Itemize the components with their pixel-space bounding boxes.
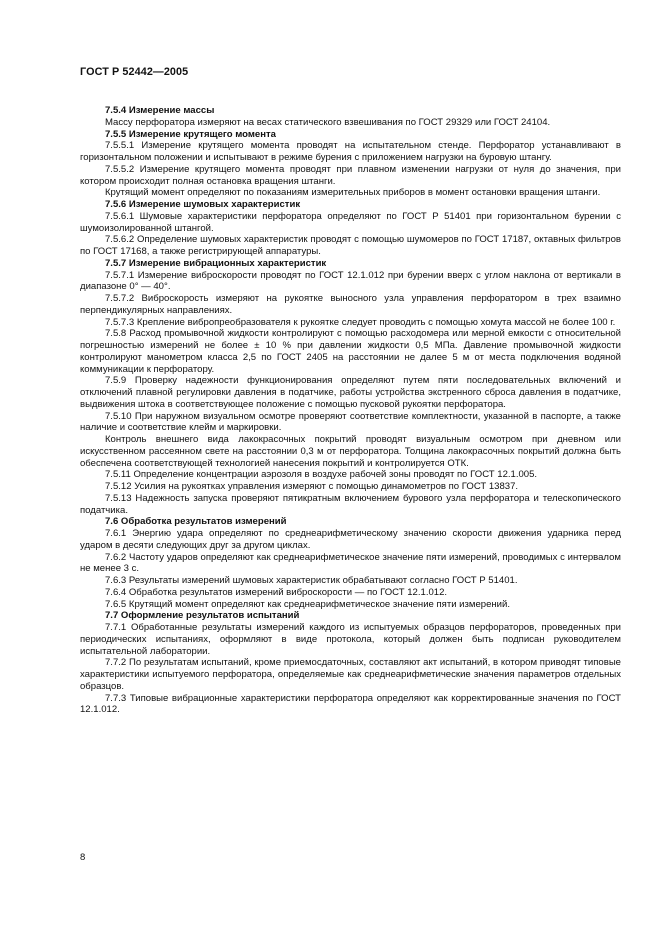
paragraph: 7.6.4 Обработка результатов измерений виброскорости — по ГОСТ 12.1.012. <box>105 586 448 598</box>
section-heading: 7.5.5 Измерение крутящего момента <box>105 128 276 140</box>
paragraph: 7.5.12 Усилия на рукоятках управления измеряют с помощью динамометров по ГОСТ 13837. <box>105 481 519 492</box>
paragraph: 7.5.7.2 Виброскорость измеряют на рукоятке выносного узла управления перфоратором в трех взаимно перпендикулярных направлениях. <box>80 293 621 316</box>
paragraph: 7.5.7.1 Измерение виброскорости проводят по ГОСТ 12.1.012 при бурении вверх с углом наклона от вертикали в диапазоне 0° — 40°. <box>80 269 621 293</box>
paragraph: 7.5.11 Определение концентрации аэрозоля в воздухе рабочей зоны проводят по ГОСТ 12.1.005. <box>105 469 538 481</box>
paragraph: Крутящий момент определяют по показаниям измерительных приборов в момент остановки вращения штанги. <box>105 187 601 199</box>
page-number: 8 <box>80 852 86 863</box>
paragraph: 7.6.1 Энергию удара определяют по среднеарифметическому значению скорости движения ударника перед ударом в десяти следующих друг за другом циклах. <box>80 528 621 551</box>
section-heading: 7.6 Обработка результатов измерений <box>105 516 287 528</box>
paragraph: 7.5.6.1 Шумовые характеристики перфоратора определяют по ГОСТ Р 51401 при горизонтальном бурении с шумоизолированной штангой. <box>80 210 621 234</box>
paragraph: Контроль внешнего вида лакокрасочных покрытий проводят визуальным осмотром при дневном или искусственном рассеянном свете на расстоянии 0,3 м от перфоратора. Толщина лакокрасочных покрытий должна быть обеспечена соответствующей технологией нанесения покрытий и контролируется ОТК. <box>80 434 621 469</box>
document-header: ГОСТ Р 52442—2005 <box>80 66 189 78</box>
paragraph: 7.5.6.2 Определение шумовых характеристик проводят с помощью шумомеров по ГОСТ 17187, октавных фильтров по ГОСТ 17168, а также регистрирующей аппаратуры. <box>80 234 621 257</box>
paragraph: 7.5.7.3 Крепление вибропреобразователя к рукоятке следует проводить с помощью хомута массой не более 100 г. <box>105 316 616 328</box>
paragraph: 7.7.3 Типовые вибрационные характеристики перфоратора определяют как корректированные значения по ГОСТ 12.1.012. <box>80 692 621 716</box>
paragraph: 7.7.1 Обработанные результаты измерений каждого из испытуемых образцов перфораторов, проведенных при периодических испытаниях, оформляют в виде протокола, который должен быть подписан руководителем испытательной лаборатории. <box>80 622 621 657</box>
paragraph: 7.7.2 По результатам испытаний, кроме приемосдаточных, составляют акт испытаний, в котором приводят типовые характеристики испытуемого перфоратора, определяемые как среднеарифметические значения параметров отдельных образцов. <box>80 657 621 692</box>
paragraph: 7.5.9 Проверку надежности функционирования определяют путем пяти последовательных включений и отключений плавной регулировки давления в податчике, работы устройства экстренного сброса давления в податчике, выдвижения штока в соответствующее положение с помощью пусковой рукоятки перфоратора. <box>80 375 621 410</box>
paragraph: 7.6.3 Результаты измерений шумовых характеристик обрабатывают согласно ГОСТ Р 51401. <box>105 575 518 586</box>
paragraph: 7.5.8 Расход промывочной жидкости контролируют с помощью расходомера или мерной емкости с относительной погрешностью измерений не более ± 10 % при давлении жидкости 0,5 МПа. Давление промывочной жидкости контролируют манометром класса 2,5 по ГОСТ 2405 на расстоянии не далее 5 м от места подключения водяной коммуникации к перфоратору. <box>80 328 621 375</box>
document-body <box>80 105 621 716</box>
section-heading: 7.5.6 Измерение шумовых характеристик <box>105 199 301 210</box>
paragraph: 7.5.5.2 Измерение крутящего момента проводят при плавном изменении нагрузки от нуля до значения, при котором происходит полная остановка вращения штанги. <box>80 163 621 187</box>
paragraph: Массу перфоратора измеряют на весах статического взвешивания по ГОСТ 29329 или ГОСТ 24104. <box>105 116 551 128</box>
paragraph: 7.5.10 При наружном визуальном осмотре проверяют соответствие комплектности, указанной в паспорте, а также наличие и соответствие клейм и маркировки. <box>80 410 621 434</box>
section-heading: 7.5.7 Измерение вибрационных характеристик <box>105 257 327 269</box>
paragraph: 7.5.5.1 Измерение крутящего момента проводят на испытательном стенде. Перфоратор устанавливают в горизонтальном положении и испытывают в режиме бурения с приложением нагрузки на буровую штангу. <box>80 140 621 163</box>
section-heading: 7.5.4 Измерение массы <box>105 105 215 116</box>
paragraph: 7.5.13 Надежность запуска проверяют пятикратным включением бурового узла перфоратора и телескопического податчика. <box>80 492 621 516</box>
paragraph: 7.6.2 Частоту ударов определяют как среднеарифметическое значение пяти измерений, проводимых с интервалом не менее 3 с. <box>80 551 621 575</box>
section-heading: 7.7 Оформление результатов испытаний <box>105 610 300 622</box>
paragraph: 7.6.5 Крутящий момент определяют как среднеарифметическое значение пяти измерений. <box>105 598 510 610</box>
